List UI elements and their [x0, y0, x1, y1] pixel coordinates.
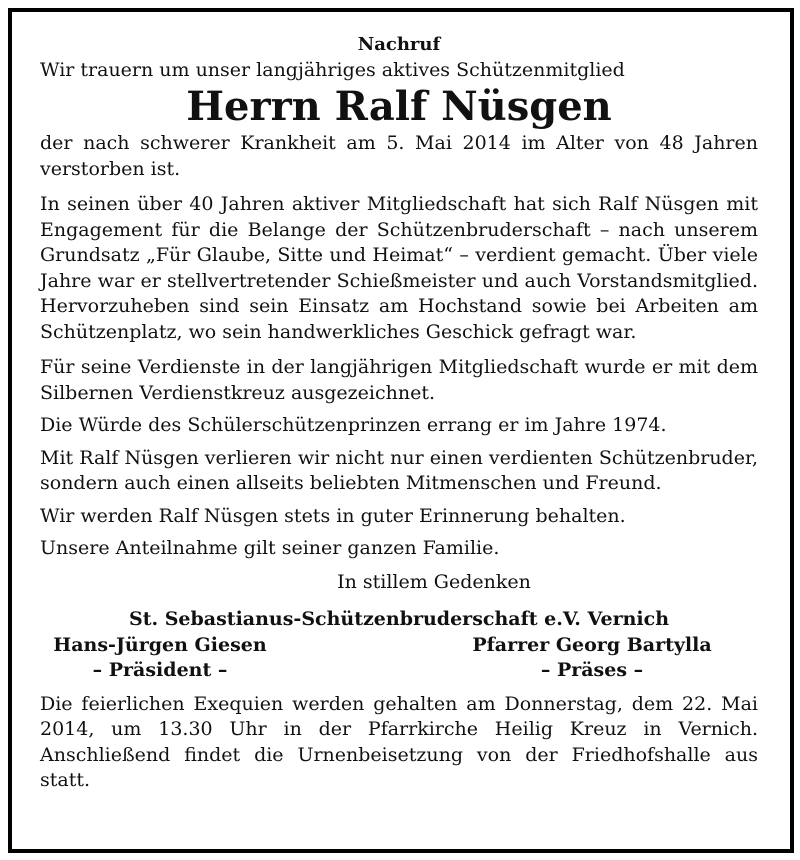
- obituary-content: [40, 32, 758, 794]
- intro-text: Wir trauern um unser langjähriges aktives Schützenmitglied: [40, 58, 625, 81]
- deceased-name: Herrn Ralf Nüsgen: [186, 83, 612, 130]
- obituary-heading: Nachruf: [357, 34, 441, 55]
- paragraph-death-notice: der nach schwerer Krankheit am 5. Mai 2014 im Alter von 48 Jahren verstorben ist.: [40, 132, 758, 180]
- funeral-notice: Die feierlichen Exequien werden gehalten am Donnerstag, dem 22. Mai 2014, um 13.30 Uhr in der Pfarrkirche Heilig Kreuz in Vernich. Anschließend findet die Urnenbeisetzung von der Friedhofshalle aus statt.: [40, 692, 758, 791]
- regards-line: In stillem Gedenken: [337, 570, 531, 593]
- paragraph-prince-title: Die Würde des Schülerschützenprinzen errang er im Jahre 1974.: [40, 414, 667, 436]
- organization-name: St. Sebastianus-Schützenbruderschaft e.V. Vernich: [128, 608, 670, 630]
- signatory-president: [40, 633, 280, 684]
- signatory-role: – Präses –: [540, 659, 644, 681]
- paragraph-loss: Mit Ralf Nüsgen verlieren wir nicht nur einen verdienten Schützenbruder, sondern auch einen allseits beliebten Mitmenschen und Freund.: [40, 446, 758, 494]
- signatures: [40, 633, 758, 684]
- signatory-name: Hans-Jürgen Giesen: [53, 633, 267, 656]
- signatory-role: – Präsident –: [92, 659, 228, 681]
- paragraph-memory: Wir werden Ralf Nüsgen stets in guter Erinnerung behalten.: [40, 504, 626, 527]
- signatory-praeses: [472, 633, 712, 684]
- paragraph-membership: In seinen über 40 Jahren aktiver Mitgliedschaft hat sich Ralf Nüsgen mit Engagement für die Belange der Schützenbruderschaft – nach unserem Grundsatz „Für Glaube, Sitte und Heimat“ – verdient gemacht. Über viele Jahre war er stellvertretender Schießmeister und auch Vorstandsmitglied. Hervorzuheben sind sein Einsatz am Hochstand sowie bei Arbeiten am Schützenplatz, wo sein handwerkliches Geschick gefragt war.: [40, 193, 758, 343]
- paragraph-condolence: Unsere Anteilnahme gilt seiner ganzen Familie.: [40, 537, 500, 559]
- signatory-name: Pfarrer Georg Bartylla: [472, 633, 712, 656]
- paragraph-award: Für seine Verdienste in der langjährigen Mitgliedschaft wurde er mit dem Silbernen Verdienstkreuz ausgezeichnet.: [40, 356, 758, 404]
